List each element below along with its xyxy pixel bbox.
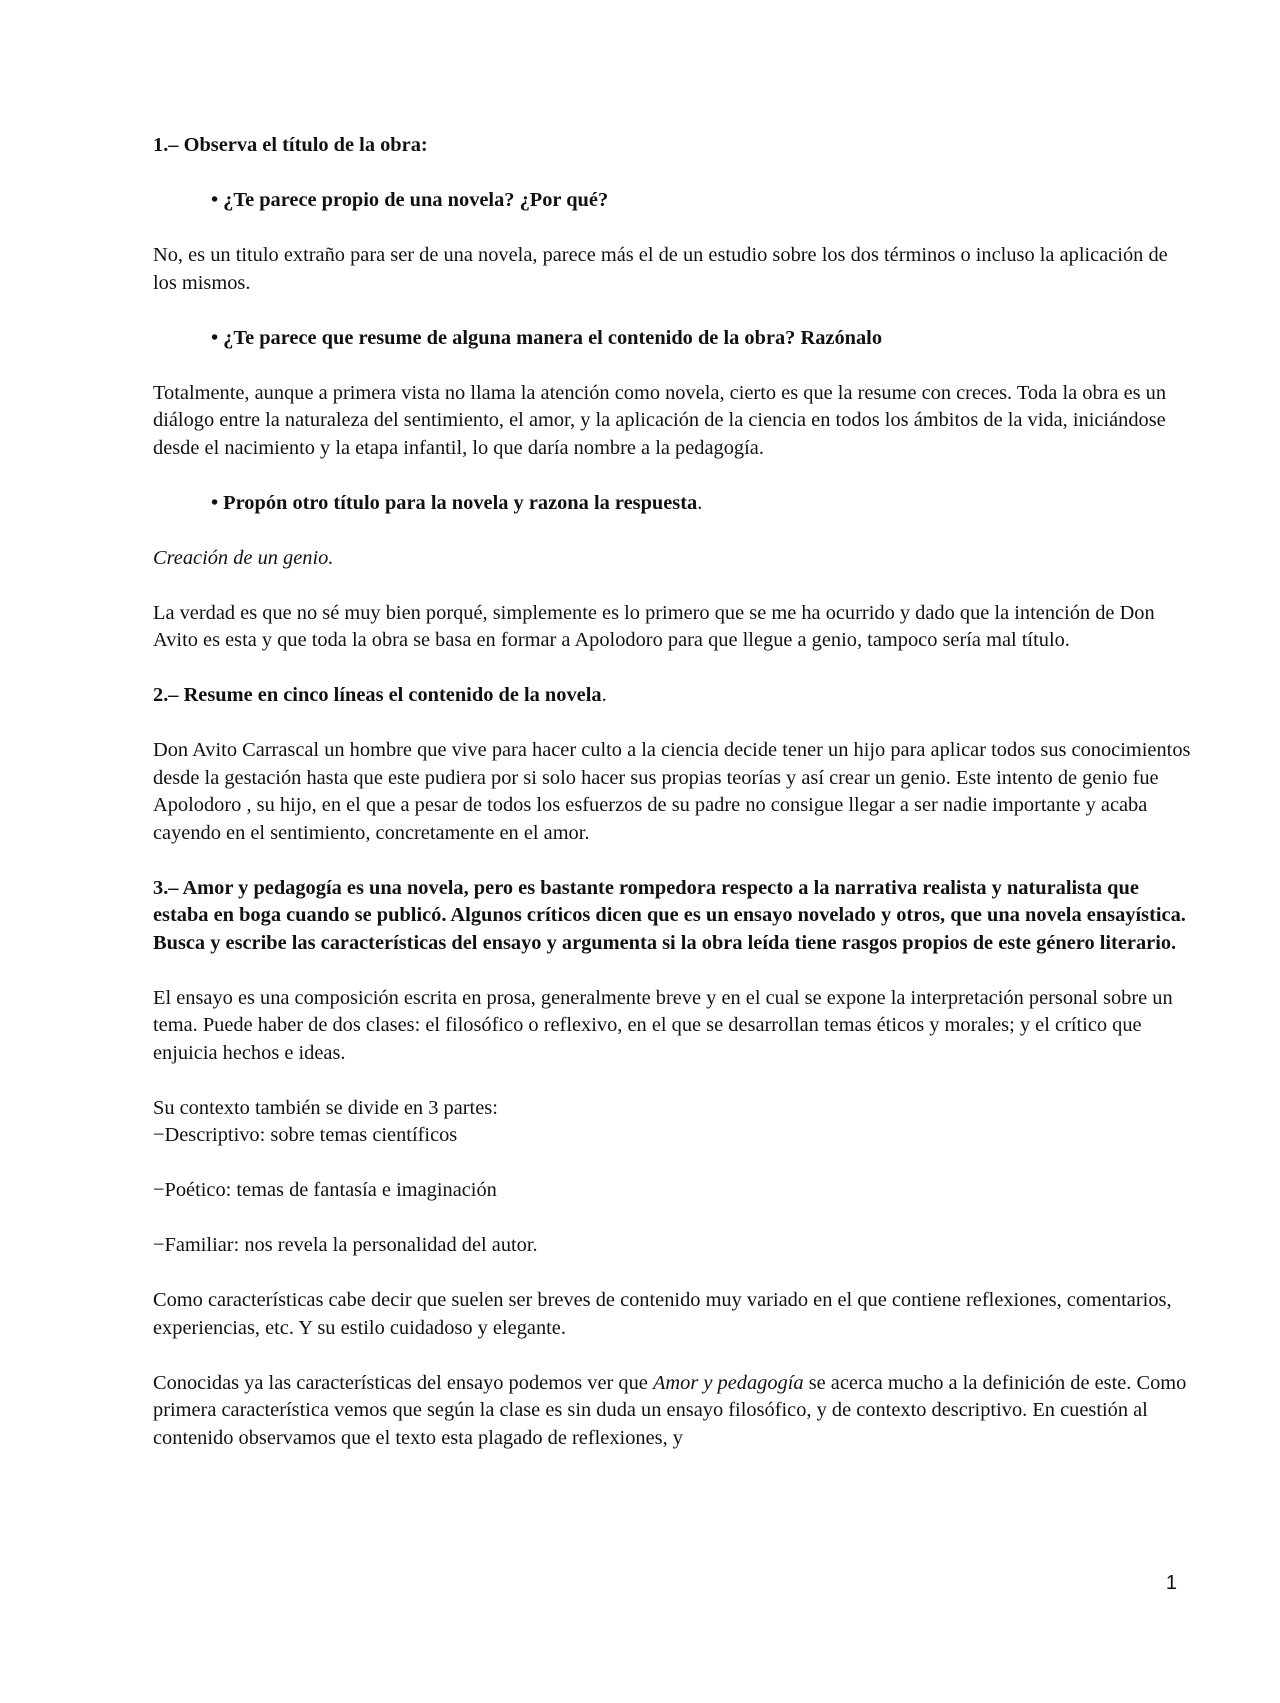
question-1-bullet-2 (211, 325, 1193, 353)
page-number: 1 (1165, 1572, 1177, 1594)
question-1-answer-2: Totalmente, aunque a primera vista no llama la atención como novela, cierto es que la resume con creces. Toda la obra es un diálogo entre la naturaleza del sentimiento, el amor, y la aplicación de la ciencia en todos los ámbitos de la vida, iniciándose desde el nacimiento y la etapa infantil, lo que daría nombre a la pedagogía. (153, 381, 1167, 459)
essay-part-familiar: −Familiar: nos revela la personalidad del autor. (153, 1234, 538, 1256)
question-3-paragraph-2: Como características cabe decir que suelen ser breves de contenido muy variado en el que contiene reflexiones, comentarios, experiencias, etc. Y su estilo cuidadoso y elegante. (153, 1289, 1172, 1339)
question-1-answer-3: La verdad es que no sé muy bien porqué, simplemente es lo primero que se me ha ocurrido y dado que la intención de Don Avito es esta y que toda la obra se basa en formar a Apolodoro para que llegue a genio, tampoco sería mal título. (153, 601, 1155, 651)
question-2-heading (153, 682, 1193, 710)
question-3-heading: 3.– Amor y pedagogía es una novela, pero es bastante rompedora respecto a la narrativa realista y naturalista que estaba en boga cuando se publicó. Algunos críticos dicen que es un ensayo novelado y otros, que una novela ensayística. Busca y escribe las características del ensayo y argumenta si la obra leída tiene rasgos propios de este género literario. (153, 876, 1186, 954)
question-1-bullet-1 (211, 187, 1193, 215)
question-3-paragraph-3 (153, 1370, 1193, 1453)
proposed-title: Creación de un genio. (153, 546, 334, 569)
question-1-bullet-3-end: . (697, 491, 703, 514)
question-3-paragraph-3-end: se acerca mucho a la definición de este. Como primera característica vemos que según la clase es sin duda un ensayo filosófico, y de contexto descriptivo. En cuestión al contenido observamos que el texto esta plagado de reflexiones, y (153, 1371, 1187, 1449)
question-1-bullet-2-text: ¿Te parece que resume de alguna manera el contenido de la obra? Razónalo (223, 326, 883, 349)
question-1-bullet-1-text: ¿Te parece propio de una novela? ¿Por qué? (223, 189, 609, 211)
question-2-heading-end: . (601, 684, 607, 706)
question-3-paragraph-1: El ensayo es una composición escrita en prosa, generalmente breve y en el cual se expone la interpretación personal sobre un tema. Puede haber de dos clases: el filosófico o reflexivo, en el que se desarrollan temas éticos y morales; y el crítico que enjuicia hechos e ideas. (153, 986, 1173, 1064)
essay-part-poetic: −Poético: temas de fantasía e imaginación (153, 1179, 497, 1201)
question-2-heading-text: 2.– Resume en cinco líneas el contenido de la novela (153, 684, 602, 706)
document-page (153, 132, 1193, 1480)
question-1-bullet-3 (211, 490, 1193, 518)
bullet-icon: • (211, 326, 219, 349)
question-1-heading: 1.– Observa el título de la obra: (153, 134, 428, 156)
essay-parts-intro: Su contexto también se divide en 3 partes: (153, 1096, 498, 1119)
bullet-icon: • (211, 491, 219, 514)
essay-part-descriptive: −Descriptivo: sobre temas científicos (153, 1124, 458, 1146)
question-1-answer-1: No, es un titulo extraño para ser de una novela, parece más el de un estudio sobre los dos términos o incluso la aplicación de los mismos. (153, 244, 1168, 294)
novel-title: Amor y pedagogía (652, 1371, 804, 1394)
question-1-bullet-3-text: Propón otro título para la novela y razona la respuesta (223, 491, 698, 514)
bullet-icon: • (211, 189, 219, 211)
question-3-paragraph-3-start: Conocidas ya las características del ensayo podemos ver que (153, 1371, 653, 1394)
question-2-answer: Don Avito Carrascal un hombre que vive para hacer culto a la ciencia decide tener un hijo para aplicar todos sus conocimientos desde la gestación hasta que este pudiera por si solo hacer sus propias teorías y así crear un genio. Este intento de genio fue Apolodoro , su hijo, en el que a pesar de todos los esfuerzos de su padre no consigue llegar a ser nadie importante y acaba cayendo en el sentimiento, concretamente en el amor. (153, 739, 1191, 844)
